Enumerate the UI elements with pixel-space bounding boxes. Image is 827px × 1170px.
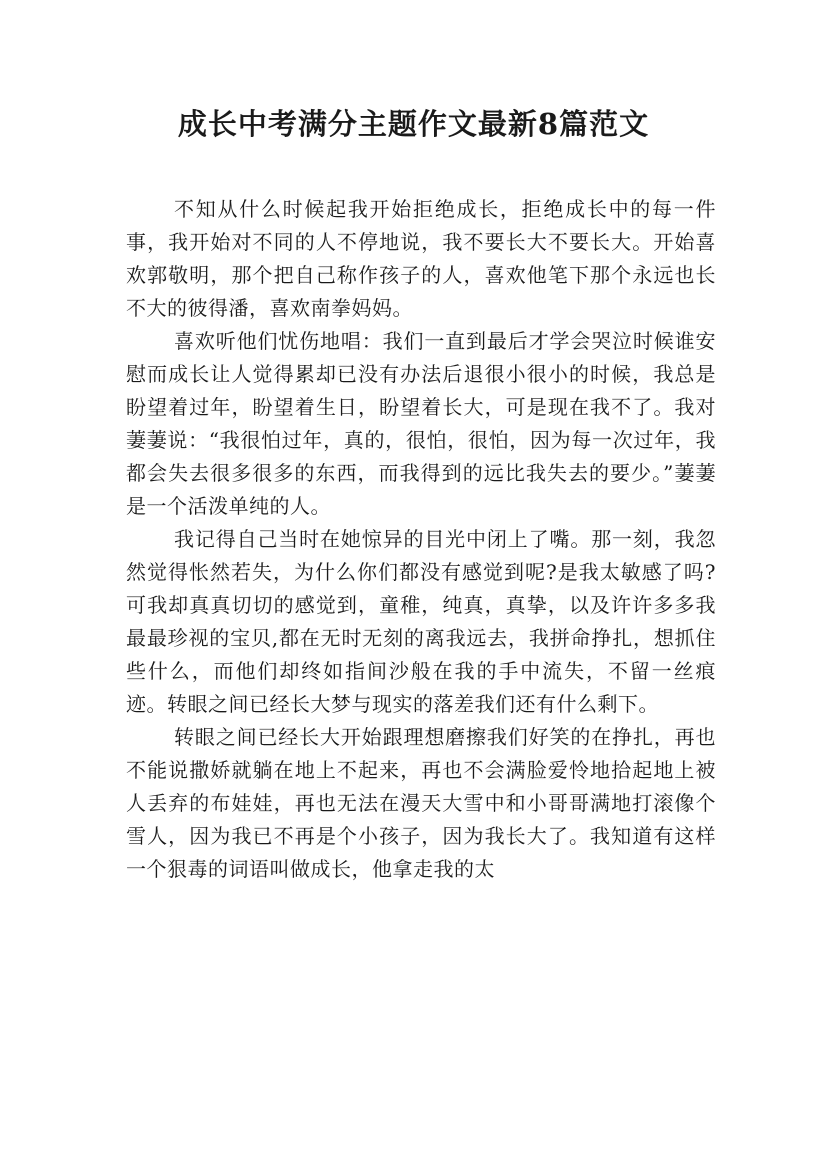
- document-title: 成长中考满分主题作文最新8篇范文: [177, 107, 650, 141]
- paragraph-3: 我记得自己当时在她惊异的目光中闭上了嘴。那一刻，我忽然觉得怅然若失，为什么你们都没有感觉到呢?是我太敏感了吗?可我却真真切切的感觉到，童稚，纯真，真挚，以及许许多多我最最珍视的宝贝,都在无时无刻的离我远去，我拼命挣扎，想抓住些什么，而他们却终如指间沙般在我的手中流失，不留一丝痕迹。转眼之间已经长大梦与现实的落差我们还有什么剩下。: [126, 527, 716, 716]
- paragraph-1: 不知从什么时候起我开始拒绝成长，拒绝成长中的每一件事，我开始对不同的人不停地说，我不要长大不要长大。开始喜欢郭敬明，那个把自己称作孩子的人，喜欢他笔下那个永远也长不大的彼得潘，喜欢南拳妈妈。: [126, 197, 716, 320]
- document-body: [126, 193, 716, 886]
- paragraph-2: 喜欢听他们忧伤地唱：我们一直到最后才学会哭泣时候谁安慰而成长让人觉得累却已没有办法后退很小很小的时候，我总是盼望着过年，盼望着生日，盼望着长大，可是现在我不了。我对萋萋说：“我很怕过年，真的，很怕，很怕，因为每一次过年，我都会失去很多很多的东西，而我得到的远比我失去的要少。”萋萋是一个活泼单纯的人。: [126, 329, 716, 518]
- paragraph-4: 转眼之间已经长大开始跟理想磨擦我们好笑的在挣扎，再也不能说撒娇就躺在地上不起来，再也不会满脸爱怜地拾起地上被人丢弃的布娃娃，再也无法在漫天大雪中和小哥哥满地打滚像个雪人，因为我已不再是个小孩子，因为我长大了。我知道有这样一个狠毒的词语叫做成长，他拿走我的太: [126, 725, 716, 881]
